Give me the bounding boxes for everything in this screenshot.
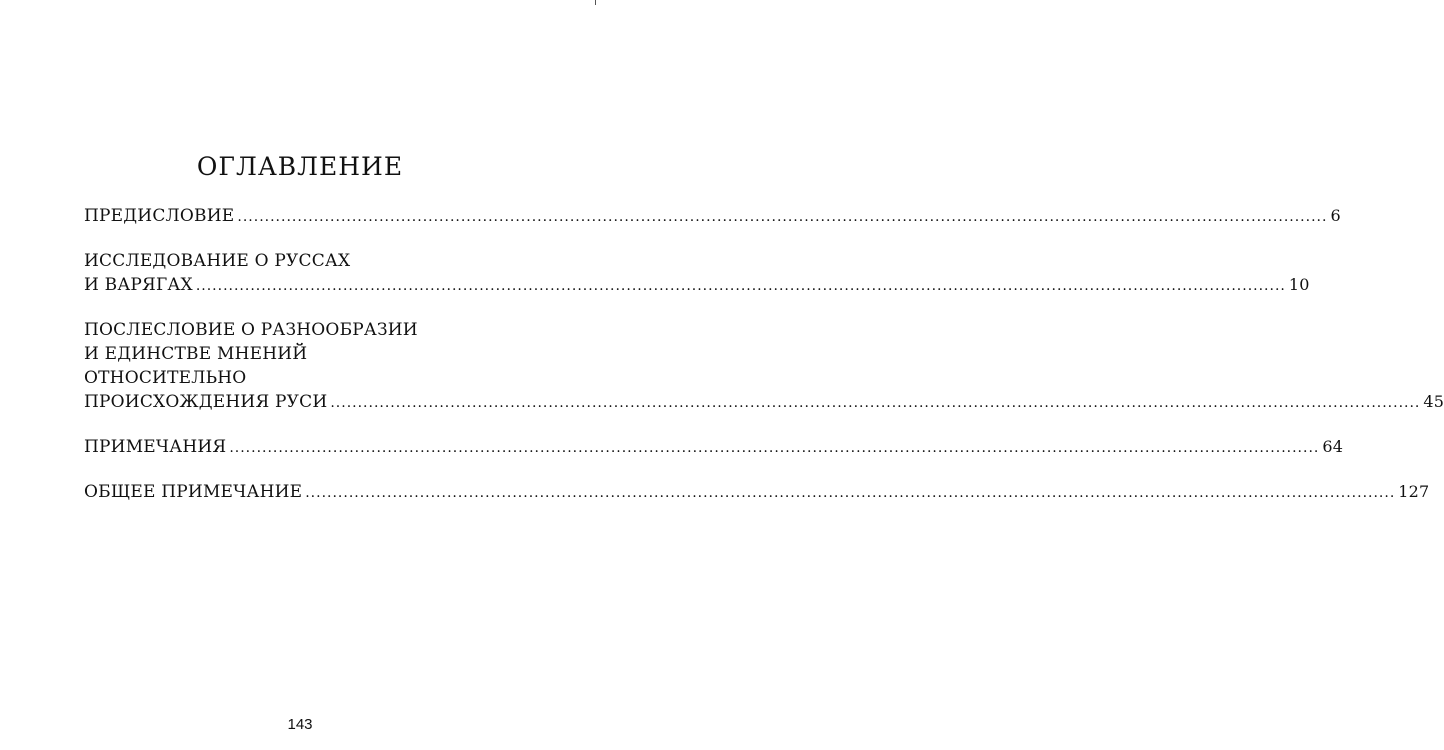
toc-entry-title: ПРЕДИСЛОВИЕ bbox=[84, 206, 235, 226]
toc-page-number: 64 bbox=[1322, 437, 1344, 456]
toc-page-number: 6 bbox=[1330, 206, 1341, 225]
dot-leader: ........................................................................................................................................................................................................ bbox=[305, 485, 1396, 501]
toc-entry-title: ПРОИСХОЖДЕНИЯ РУСИ bbox=[84, 392, 328, 412]
toc-page-number: 127 bbox=[1398, 482, 1430, 501]
toc-entry-title-line: ИССЛЕДОВАНИЕ О РУССАХ bbox=[84, 251, 351, 271]
toc-entry-title-line: ОТНОСИТЕЛЬНО bbox=[84, 368, 247, 388]
dot-leader: ........................................................................................................................................................................................................ bbox=[195, 278, 1286, 294]
toc-page-number: 10 bbox=[1288, 275, 1310, 294]
toc-entry-title: И ВАРЯГАХ bbox=[84, 275, 193, 295]
toc-entry-title-line: И ЕДИНСТВЕ МНЕНИЙ bbox=[84, 344, 308, 364]
toc-entry bbox=[84, 435, 1344, 460]
toc-entry-title-line: ПОСЛЕСЛОВИЕ О РАЗНООБРАЗИИ bbox=[84, 320, 418, 340]
scan-mark bbox=[595, 0, 596, 5]
toc-entry-title: ПРИМЕЧАНИЯ bbox=[84, 437, 227, 457]
toc-page-number: 45 bbox=[1423, 392, 1444, 411]
toc-entry bbox=[84, 318, 1444, 415]
toc-entry bbox=[84, 249, 1310, 298]
toc-entry-line bbox=[84, 480, 1430, 505]
dot-leader: ........................................................................................................................................................................................................ bbox=[229, 440, 1320, 456]
toc-entry-line bbox=[84, 273, 1310, 298]
dot-leader: ........................................................................................................................................................................................................ bbox=[330, 395, 1421, 411]
toc-entry-line bbox=[84, 204, 1341, 229]
toc-entry bbox=[84, 204, 1341, 229]
dot-leader: ........................................................................................................................................................................................................ bbox=[237, 209, 1328, 225]
table-of-contents bbox=[84, 204, 1444, 525]
page-number: 143 bbox=[287, 716, 313, 733]
page-title: ОГЛАВЛЕНИЕ bbox=[196, 152, 404, 181]
toc-entry-line bbox=[84, 435, 1344, 460]
toc-entry-line bbox=[84, 390, 1444, 415]
toc-entry bbox=[84, 480, 1430, 505]
toc-entry-title: ОБЩЕЕ ПРИМЕЧАНИЕ bbox=[84, 482, 303, 502]
